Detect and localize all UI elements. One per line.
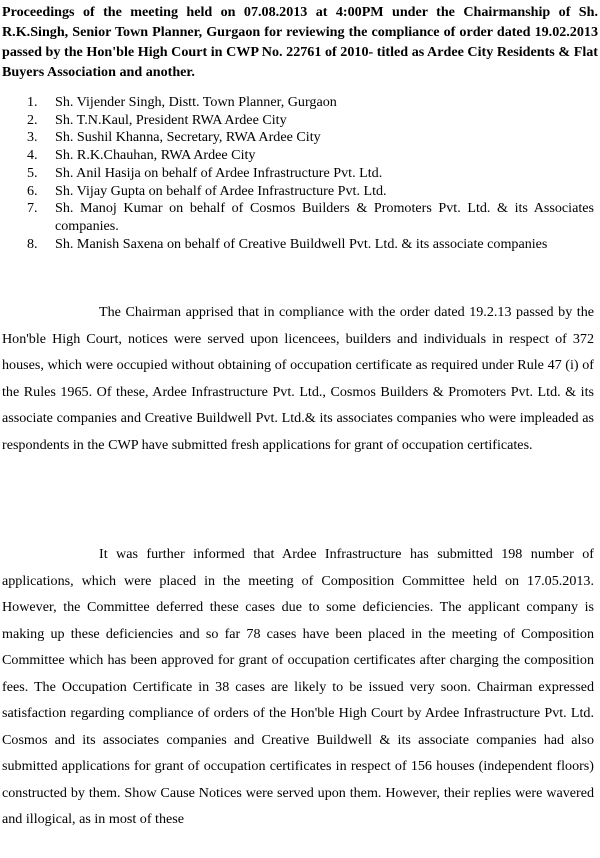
list-item-text: Sh. Vijender Singh, Distt. Town Planner, Gurgaon bbox=[55, 94, 337, 110]
list-item bbox=[0, 183, 600, 201]
list-item-number: 5. bbox=[27, 164, 38, 181]
list-item-number: 1. bbox=[27, 94, 38, 110]
list-item bbox=[0, 200, 600, 235]
list-item-number: 4. bbox=[27, 147, 38, 164]
list-item-text: Sh. Manish Saxena on behalf of Creative Buildwell Pvt. Ltd. & its associate companies bbox=[55, 235, 548, 252]
list-item bbox=[0, 112, 600, 130]
list-item-number: 3. bbox=[27, 129, 38, 146]
body-paragraph: It was further informed that Ardee Infrastructure has submitted 198 number of applications, which were placed in the meeting of Composition Committee held on 17.05.2013. However, the Committee deferred these cases due to some deficiencies. The applicant company is making up these deficiencies and so far 78 cases have been placed in the meeting of Composition Committee which has been approved for grant of occupation certificates after charging the composition fees. The Occupation Certificate in 38 cases are likely to be issued very soon. Chairman expressed satisfaction regarding compliance of orders of the Hon'ble High Court by Ardee Infrastructure Pvt. Ltd. Cosmos and its associates companies and Creative Buildwell & its associate companies had also submitted applications for grant of occupation certificates in respect of 156 houses (independent floors) constructed by them. Show Cause Notices were served upon them. However, their replies were wavered and illogical, as in most of these bbox=[2, 546, 594, 827]
attendee-list bbox=[0, 94, 600, 253]
list-item-text: Sh. T.N.Kaul, President RWA Ardee City bbox=[55, 111, 287, 128]
list-item-text: Sh. R.K.Chauhan, RWA Ardee City bbox=[55, 147, 256, 164]
list-item-text: Sh. Sushil Khanna, Secretary, RWA Ardee City bbox=[55, 129, 321, 146]
list-item bbox=[0, 236, 600, 254]
list-item bbox=[0, 129, 600, 147]
list-item bbox=[0, 147, 600, 165]
list-item-text: Sh. Manoj Kumar on behalf of Cosmos Builders & Promoters Pvt. Ltd. & its Associates companies. bbox=[55, 200, 594, 234]
list-item bbox=[0, 94, 600, 112]
list-item-text: Sh. Anil Hasija on behalf of Ardee Infrastructure Pvt. Ltd. bbox=[55, 164, 383, 181]
list-item-text: Sh. Vijay Gupta on behalf of Ardee Infrastructure Pvt. Ltd. bbox=[55, 182, 387, 199]
list-item bbox=[0, 165, 600, 183]
list-item-number: 8. bbox=[27, 235, 38, 252]
list-item-number: 7. bbox=[27, 200, 38, 217]
body-paragraph: The Chairman apprised that in compliance with the order dated 19.2.13 passed by the Hon'ble High Court, notices were served upon licencees, builders and individuals in respect of 372 houses, which were occupied without obtaining of occupation certificate as required under Rule 47 (i) of the Rules 1965. Of these, Ardee Infrastructure Pvt. Ltd., Cosmos Builders & Promoters Pvt. Ltd. & its associate companies and Creative Buildwell Pvt. Ltd.& its associates companies who were impleaded as respondents in the CWP have submitted fresh applications for grant of occupation certificates. bbox=[2, 304, 594, 453]
list-item-number: 6. bbox=[27, 182, 38, 199]
meeting-heading: Proceedings of the meeting held on 07.08.2013 at 4:00PM under the Chairmanship of Sh. R.K.Singh, Senior Town Planner, Gurgaon for reviewing the compliance of order dated 19.02.2013 passed by the Hon'ble High Court in CWP No. 22761 of 2010- titled as Ardee City Residents & Flat Buyers Association and another. bbox=[2, 4, 598, 80]
list-item-number: 2. bbox=[27, 111, 38, 128]
